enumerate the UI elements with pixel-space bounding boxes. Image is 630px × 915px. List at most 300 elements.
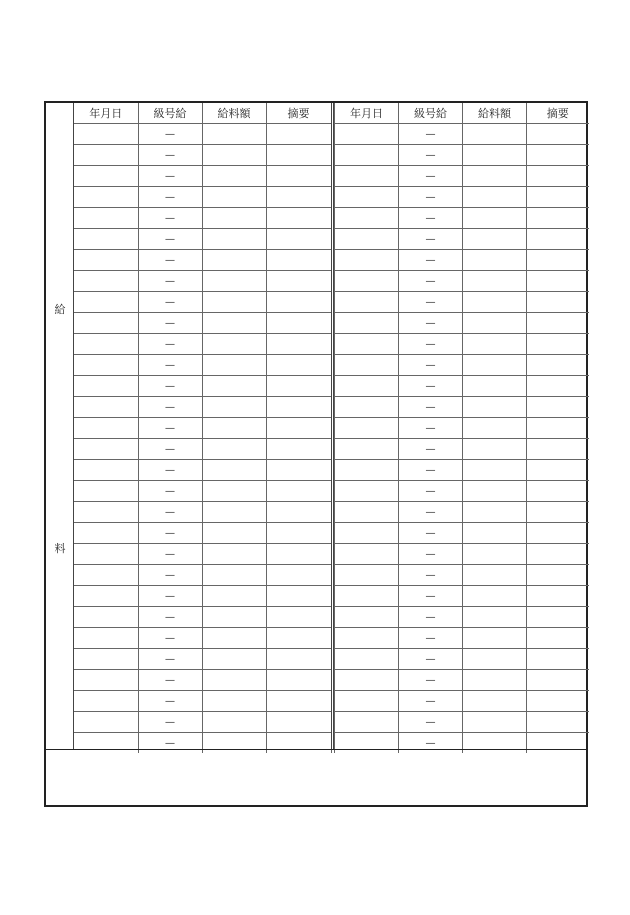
grade-cell[interactable] <box>399 229 463 250</box>
grade-cell[interactable] <box>138 376 202 397</box>
date-cell[interactable] <box>335 145 399 166</box>
remarks-cell[interactable] <box>527 523 589 544</box>
ledger-row <box>74 355 331 376</box>
date-cell[interactable] <box>74 250 138 271</box>
date-cell[interactable] <box>74 481 138 502</box>
date-cell[interactable] <box>74 376 138 397</box>
date-cell[interactable] <box>335 355 399 376</box>
grade-cell[interactable] <box>399 628 463 649</box>
amount-cell[interactable] <box>202 145 266 166</box>
ledger-row <box>335 460 589 481</box>
ledger-row <box>74 292 331 313</box>
grade-cell[interactable] <box>138 229 202 250</box>
grade-separator: — <box>165 528 175 539</box>
remarks-cell[interactable] <box>527 460 589 481</box>
remarks-cell[interactable] <box>527 439 589 460</box>
grade-separator: — <box>165 339 175 350</box>
grade-cell[interactable] <box>399 523 463 544</box>
grade-cell[interactable] <box>138 208 202 229</box>
date-cell[interactable] <box>74 439 138 460</box>
ledger-row <box>74 250 331 271</box>
date-cell[interactable] <box>335 691 399 712</box>
remarks-cell[interactable] <box>266 460 331 481</box>
grade-cell[interactable] <box>399 124 463 145</box>
ledger-row <box>74 166 331 187</box>
grade-separator: — <box>425 507 436 518</box>
remarks-cell[interactable] <box>266 418 331 439</box>
grade-cell[interactable] <box>399 460 463 481</box>
remarks-cell[interactable] <box>266 355 331 376</box>
grade-separator: — <box>425 192 436 203</box>
date-cell[interactable] <box>74 166 138 187</box>
date-cell[interactable] <box>74 502 138 523</box>
grade-cell[interactable] <box>138 523 202 544</box>
amount-cell[interactable] <box>202 229 266 250</box>
amount-cell[interactable] <box>202 418 266 439</box>
remarks-cell[interactable] <box>266 565 331 586</box>
grade-separator: — <box>165 486 175 497</box>
remarks-cell[interactable] <box>266 334 331 355</box>
amount-cell[interactable] <box>202 187 266 208</box>
ledger-row <box>74 670 331 691</box>
date-cell[interactable] <box>74 208 138 229</box>
grade-separator: — <box>165 402 175 413</box>
grade-separator: — <box>425 717 436 728</box>
ledger-row <box>74 376 331 397</box>
remarks-cell[interactable] <box>527 586 589 607</box>
remarks-cell[interactable] <box>266 523 331 544</box>
amount-cell[interactable] <box>463 565 527 586</box>
ledger-row <box>74 271 331 292</box>
date-cell[interactable] <box>74 586 138 607</box>
grade-separator: — <box>165 171 175 182</box>
amount-cell[interactable] <box>202 628 266 649</box>
ledger-row <box>335 649 589 670</box>
date-cell[interactable] <box>335 544 399 565</box>
amount-cell[interactable] <box>463 208 527 229</box>
grade-separator: — <box>165 255 175 266</box>
ledger-row <box>74 187 331 208</box>
amount-cell[interactable] <box>463 397 527 418</box>
ledger-row <box>335 502 589 523</box>
grade-cell[interactable] <box>399 376 463 397</box>
date-cell[interactable] <box>335 712 399 733</box>
date-cell[interactable] <box>74 565 138 586</box>
ledger-row <box>335 523 589 544</box>
grade-cell[interactable] <box>399 418 463 439</box>
grade-cell[interactable] <box>399 187 463 208</box>
grade-separator: — <box>165 717 175 728</box>
date-cell[interactable] <box>74 607 138 628</box>
ledger-row <box>74 229 331 250</box>
date-cell[interactable] <box>335 397 399 418</box>
remarks-cell[interactable] <box>266 124 331 145</box>
amount-cell[interactable] <box>202 670 266 691</box>
grade-cell[interactable] <box>399 502 463 523</box>
date-cell[interactable] <box>335 250 399 271</box>
remarks-cell[interactable] <box>266 607 331 628</box>
date-cell[interactable] <box>74 229 138 250</box>
grade-cell[interactable] <box>399 313 463 334</box>
remarks-cell[interactable] <box>527 166 589 187</box>
date-cell[interactable] <box>335 523 399 544</box>
grade-cell[interactable] <box>138 334 202 355</box>
grade-cell[interactable] <box>399 481 463 502</box>
remarks-cell[interactable] <box>266 397 331 418</box>
date-cell[interactable] <box>335 670 399 691</box>
remarks-cell[interactable] <box>266 250 331 271</box>
date-cell[interactable] <box>335 439 399 460</box>
amount-cell[interactable] <box>463 691 527 712</box>
date-cell[interactable] <box>335 418 399 439</box>
grade-cell[interactable] <box>138 271 202 292</box>
remarks-cell[interactable] <box>527 376 589 397</box>
amount-cell[interactable] <box>463 502 527 523</box>
amount-cell[interactable] <box>463 334 527 355</box>
date-cell[interactable] <box>335 124 399 145</box>
grade-separator: — <box>165 360 175 371</box>
remarks-cell[interactable] <box>527 397 589 418</box>
amount-cell[interactable] <box>463 145 527 166</box>
remarks-cell[interactable] <box>527 481 589 502</box>
remarks-cell[interactable] <box>266 586 331 607</box>
grade-separator: — <box>425 297 436 308</box>
date-cell[interactable] <box>74 355 138 376</box>
grade-cell[interactable] <box>399 271 463 292</box>
ledger-row <box>335 250 589 271</box>
remarks-cell[interactable] <box>266 481 331 502</box>
amount-cell[interactable] <box>202 313 266 334</box>
amount-cell[interactable] <box>463 187 527 208</box>
ledger-row <box>335 334 589 355</box>
date-cell[interactable] <box>74 397 138 418</box>
date-cell[interactable] <box>335 208 399 229</box>
remarks-cell[interactable] <box>266 376 331 397</box>
remarks-cell[interactable] <box>266 208 331 229</box>
remarks-cell[interactable] <box>527 565 589 586</box>
salary-record-form <box>44 101 588 807</box>
grade-separator: — <box>425 738 436 749</box>
amount-cell[interactable] <box>202 355 266 376</box>
amount-cell[interactable] <box>202 397 266 418</box>
grade-separator: — <box>425 633 436 644</box>
header-row <box>74 103 331 124</box>
amount-cell[interactable] <box>202 481 266 502</box>
amount-cell[interactable] <box>463 355 527 376</box>
remarks-cell[interactable] <box>266 628 331 649</box>
amount-cell[interactable] <box>202 460 266 481</box>
remarks-cell[interactable] <box>527 544 589 565</box>
date-cell[interactable] <box>335 460 399 481</box>
grade-cell[interactable] <box>138 628 202 649</box>
date-cell[interactable] <box>74 292 138 313</box>
remarks-cell[interactable] <box>527 355 589 376</box>
grade-cell[interactable] <box>399 397 463 418</box>
remarks-cell[interactable] <box>527 502 589 523</box>
grade-cell[interactable] <box>399 649 463 670</box>
grade-separator: — <box>425 213 436 224</box>
remarks-cell[interactable] <box>266 439 331 460</box>
date-cell[interactable] <box>335 229 399 250</box>
remarks-cell[interactable] <box>266 166 331 187</box>
date-cell[interactable] <box>74 691 138 712</box>
amount-cell[interactable] <box>463 523 527 544</box>
remarks-cell[interactable] <box>527 208 589 229</box>
grade-cell[interactable] <box>399 586 463 607</box>
remarks-cell[interactable] <box>266 649 331 670</box>
grade-separator: — <box>425 612 436 623</box>
footer-notes-area[interactable] <box>46 749 586 806</box>
date-cell[interactable] <box>335 292 399 313</box>
amount-cell[interactable] <box>463 460 527 481</box>
date-cell[interactable] <box>74 187 138 208</box>
date-cell[interactable] <box>74 670 138 691</box>
amount-cell[interactable] <box>463 586 527 607</box>
grade-separator: — <box>425 276 436 287</box>
grade-cell[interactable] <box>138 397 202 418</box>
grade-cell[interactable] <box>399 544 463 565</box>
amount-cell[interactable] <box>463 166 527 187</box>
grade-separator: — <box>425 150 436 161</box>
grade-cell[interactable] <box>399 145 463 166</box>
ledger-row <box>335 376 589 397</box>
grade-separator: — <box>425 696 436 707</box>
grade-cell[interactable] <box>399 166 463 187</box>
ledger-row <box>74 544 331 565</box>
amount-cell[interactable] <box>202 439 266 460</box>
grade-separator: — <box>425 423 436 434</box>
remarks-cell[interactable] <box>527 712 589 733</box>
amount-cell[interactable] <box>463 481 527 502</box>
date-cell[interactable] <box>335 649 399 670</box>
date-cell[interactable] <box>74 544 138 565</box>
date-cell[interactable] <box>335 481 399 502</box>
grade-cell[interactable] <box>399 250 463 271</box>
grade-cell[interactable] <box>399 334 463 355</box>
remarks-cell[interactable] <box>266 292 331 313</box>
grade-cell[interactable] <box>138 124 202 145</box>
date-cell[interactable] <box>74 145 138 166</box>
amount-cell[interactable] <box>202 691 266 712</box>
grade-cell[interactable] <box>138 145 202 166</box>
date-cell[interactable] <box>74 523 138 544</box>
ledger-row <box>74 586 331 607</box>
amount-cell[interactable] <box>202 502 266 523</box>
grade-cell[interactable] <box>138 250 202 271</box>
amount-cell[interactable] <box>202 124 266 145</box>
remarks-cell[interactable] <box>527 313 589 334</box>
amount-cell[interactable] <box>202 250 266 271</box>
grade-cell[interactable] <box>138 439 202 460</box>
remarks-cell[interactable] <box>266 691 331 712</box>
remarks-cell[interactable] <box>266 502 331 523</box>
ledger-row <box>74 712 331 733</box>
grade-cell[interactable] <box>138 292 202 313</box>
remarks-cell[interactable] <box>527 187 589 208</box>
date-cell[interactable] <box>335 166 399 187</box>
amount-cell[interactable] <box>202 586 266 607</box>
amount-cell[interactable] <box>463 313 527 334</box>
grade-cell[interactable] <box>399 292 463 313</box>
grade-separator: — <box>165 381 175 392</box>
ledger-row <box>74 439 331 460</box>
date-cell[interactable] <box>74 313 138 334</box>
grade-cell[interactable] <box>399 439 463 460</box>
ledger-row <box>335 292 589 313</box>
date-cell[interactable] <box>335 334 399 355</box>
grade-cell[interactable] <box>138 460 202 481</box>
side-label-char-2: 料 <box>54 542 66 555</box>
col-header-amount: 給料額 <box>463 103 527 124</box>
remarks-cell[interactable] <box>527 145 589 166</box>
grade-cell[interactable] <box>399 355 463 376</box>
date-cell[interactable] <box>335 376 399 397</box>
remarks-cell[interactable] <box>527 418 589 439</box>
grade-separator: — <box>425 255 436 266</box>
amount-cell[interactable] <box>202 544 266 565</box>
date-cell[interactable] <box>335 586 399 607</box>
amount-cell[interactable] <box>463 250 527 271</box>
remarks-cell[interactable] <box>527 670 589 691</box>
grade-separator: — <box>165 192 175 203</box>
remarks-cell[interactable] <box>266 670 331 691</box>
amount-cell[interactable] <box>202 523 266 544</box>
date-cell[interactable] <box>74 628 138 649</box>
date-cell[interactable] <box>74 271 138 292</box>
amount-cell[interactable] <box>463 628 527 649</box>
date-cell[interactable] <box>74 124 138 145</box>
amount-cell[interactable] <box>463 229 527 250</box>
amount-cell[interactable] <box>202 271 266 292</box>
amount-cell[interactable] <box>202 292 266 313</box>
ledger-row <box>335 124 589 145</box>
date-cell[interactable] <box>335 271 399 292</box>
remarks-cell[interactable] <box>527 649 589 670</box>
amount-cell[interactable] <box>202 334 266 355</box>
amount-cell[interactable] <box>463 271 527 292</box>
date-cell[interactable] <box>335 565 399 586</box>
remarks-cell[interactable] <box>527 271 589 292</box>
date-cell[interactable] <box>335 607 399 628</box>
amount-cell[interactable] <box>202 649 266 670</box>
amount-cell[interactable] <box>202 607 266 628</box>
ledger-row <box>74 502 331 523</box>
grade-cell[interactable] <box>399 691 463 712</box>
ledger-row <box>335 544 589 565</box>
grade-cell[interactable] <box>138 649 202 670</box>
remarks-cell[interactable] <box>527 124 589 145</box>
remarks-cell[interactable] <box>266 544 331 565</box>
ledger-row <box>74 481 331 502</box>
grade-cell[interactable] <box>399 208 463 229</box>
amount-cell[interactable] <box>463 670 527 691</box>
remarks-cell[interactable] <box>266 313 331 334</box>
remarks-cell[interactable] <box>527 628 589 649</box>
ledger-area <box>74 103 588 749</box>
grade-cell[interactable] <box>138 670 202 691</box>
ledger-row <box>335 691 589 712</box>
grade-separator: — <box>165 297 175 308</box>
date-cell[interactable] <box>335 628 399 649</box>
grade-cell[interactable] <box>138 166 202 187</box>
grade-cell[interactable] <box>399 565 463 586</box>
amount-cell[interactable] <box>463 649 527 670</box>
remarks-cell[interactable] <box>527 229 589 250</box>
grade-cell[interactable] <box>138 481 202 502</box>
grade-cell[interactable] <box>138 544 202 565</box>
grade-separator: — <box>165 129 175 140</box>
col-header-date: 年月日 <box>74 103 138 124</box>
remarks-cell[interactable] <box>527 292 589 313</box>
grade-cell[interactable] <box>399 670 463 691</box>
amount-cell[interactable] <box>202 208 266 229</box>
amount-cell[interactable] <box>463 712 527 733</box>
remarks-cell[interactable] <box>266 712 331 733</box>
amount-cell[interactable] <box>202 166 266 187</box>
amount-cell[interactable] <box>463 544 527 565</box>
grade-separator: — <box>425 528 436 539</box>
remarks-cell[interactable] <box>266 187 331 208</box>
grade-cell[interactable] <box>138 586 202 607</box>
grade-cell[interactable] <box>399 607 463 628</box>
grade-separator: — <box>165 633 175 644</box>
grade-cell[interactable] <box>138 607 202 628</box>
amount-cell[interactable] <box>463 439 527 460</box>
grade-separator: — <box>165 423 175 434</box>
date-cell[interactable] <box>335 313 399 334</box>
amount-cell[interactable] <box>202 376 266 397</box>
date-cell[interactable] <box>74 334 138 355</box>
grade-cell[interactable] <box>138 502 202 523</box>
remarks-cell[interactable] <box>527 691 589 712</box>
remarks-cell[interactable] <box>266 271 331 292</box>
grade-cell[interactable] <box>138 712 202 733</box>
grade-cell[interactable] <box>138 418 202 439</box>
date-cell[interactable] <box>335 502 399 523</box>
grade-cell[interactable] <box>138 313 202 334</box>
remarks-cell[interactable] <box>527 607 589 628</box>
grade-separator: — <box>165 696 175 707</box>
remarks-cell[interactable] <box>266 145 331 166</box>
grade-separator: — <box>425 444 436 455</box>
date-cell[interactable] <box>335 187 399 208</box>
date-cell[interactable] <box>74 418 138 439</box>
grade-cell[interactable] <box>399 712 463 733</box>
remarks-cell[interactable] <box>527 250 589 271</box>
amount-cell[interactable] <box>463 376 527 397</box>
amount-cell[interactable] <box>202 565 266 586</box>
grade-cell[interactable] <box>138 691 202 712</box>
ledger-row <box>335 397 589 418</box>
amount-cell[interactable] <box>463 607 527 628</box>
amount-cell[interactable] <box>202 712 266 733</box>
ledger-row <box>335 229 589 250</box>
amount-cell[interactable] <box>463 418 527 439</box>
grade-cell[interactable] <box>138 187 202 208</box>
date-cell[interactable] <box>74 649 138 670</box>
date-cell[interactable] <box>74 712 138 733</box>
grade-separator: — <box>165 612 175 623</box>
amount-cell[interactable] <box>463 124 527 145</box>
amount-cell[interactable] <box>463 292 527 313</box>
col-header-remarks: 摘要 <box>266 103 331 124</box>
grade-cell[interactable] <box>138 565 202 586</box>
grade-separator: — <box>425 339 436 350</box>
grade-cell[interactable] <box>138 355 202 376</box>
remarks-cell[interactable] <box>266 229 331 250</box>
remarks-cell[interactable] <box>527 334 589 355</box>
date-cell[interactable] <box>74 460 138 481</box>
